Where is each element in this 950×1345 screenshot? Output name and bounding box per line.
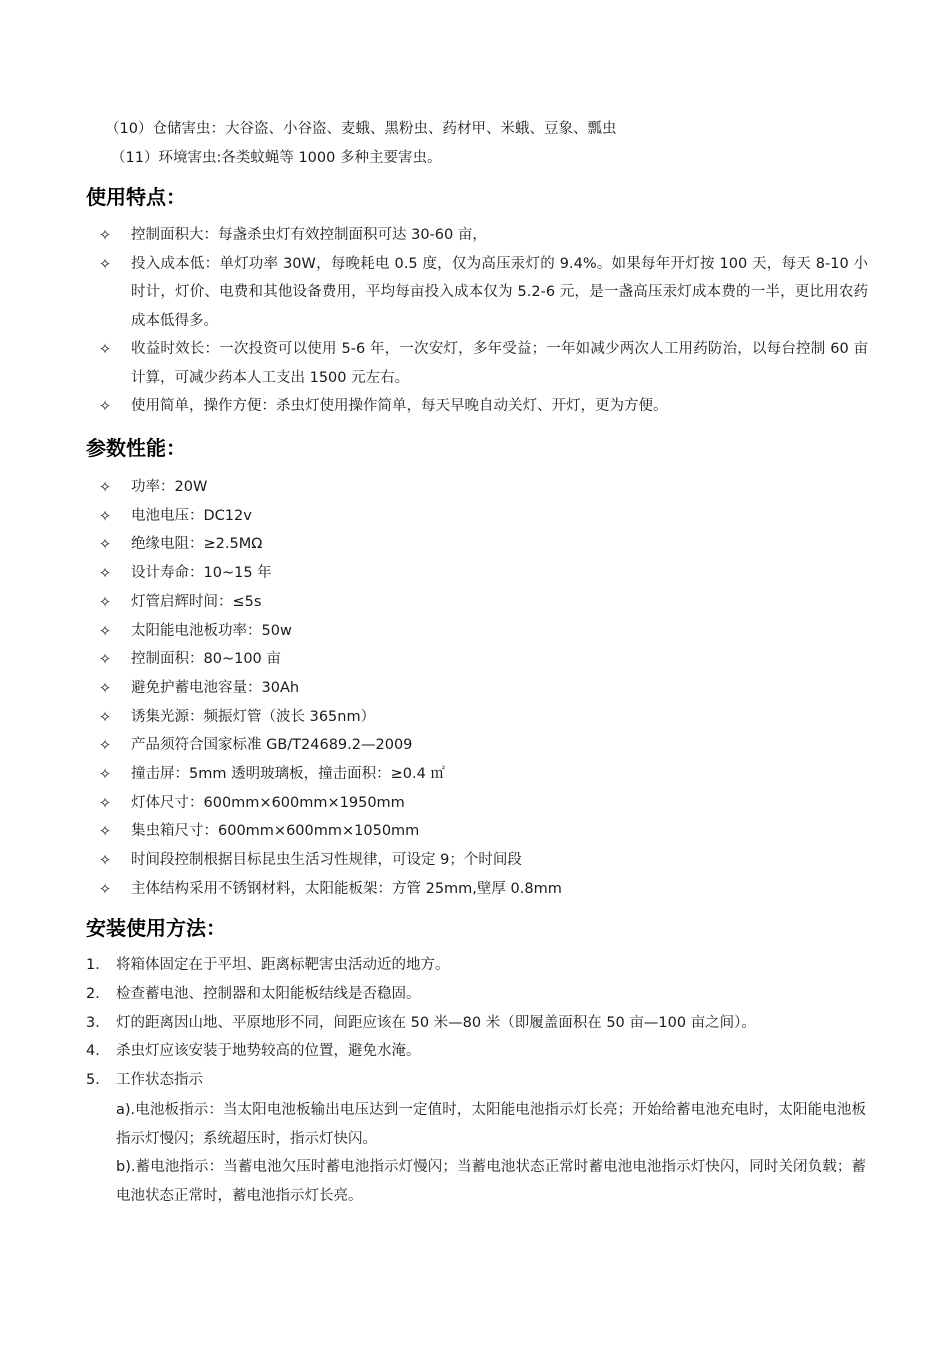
list-item: [96, 335, 868, 392]
params-heading: 参数性能：: [86, 436, 186, 460]
features-list: [96, 221, 868, 421]
diamond-star-icon: ✧: [98, 397, 112, 415]
list-item: [96, 760, 868, 789]
param-text: 避免护蓄电池容量：30Ah: [131, 679, 300, 696]
step-text: 灯的距离因山地、平原地形不同，间距应该在 50 米—80 米（即履盖面积在 50 亩—100 亩之间）。: [116, 1014, 756, 1031]
diamond-star-icon: ✧: [98, 678, 112, 697]
list-item: [96, 789, 868, 818]
diamond-star-icon: ✧: [98, 226, 112, 244]
list-item: [96, 250, 868, 336]
diamond-star-icon: ✧: [98, 879, 112, 898]
diamond-star-icon: ✧: [98, 535, 112, 554]
step-text: 将箱体固定在于平坦、距离标靶害虫活动近的地方。: [116, 957, 450, 973]
list-item: [96, 645, 868, 674]
feature-text: 使用简单，操作方便：杀虫灯使用操作简单，每天早晚自动关灯、开灯，更为方便。: [131, 398, 668, 414]
param-text: 灯管启辉时间：≤5s: [131, 593, 262, 610]
step-number: 2．: [86, 985, 110, 1002]
status-indicator-battery-b: b).蓄电池指示：当蓄电池欠压时蓄电池指示灯慢闪；当蓄电池状态正常时蓄电池电池指示灯快闪，同时关闭负载；蓄电池状态正常时，蓄电池指示灯长亮。: [116, 1159, 866, 1204]
intro-line-10: （10）仓储害虫：大谷盗、小谷盗、麦蛾、黑粉虫、药材甲、米蛾、豆象、瓢虫: [105, 121, 617, 137]
features-heading: 使用特点：: [86, 185, 186, 209]
diamond-star-icon: ✧: [98, 621, 112, 640]
diamond-star-icon: ✧: [98, 851, 112, 870]
diamond-star-icon: ✧: [98, 592, 112, 611]
step-text: 工作状态指示: [116, 1072, 203, 1089]
diamond-star-icon: ✧: [98, 765, 112, 784]
param-text: 绝缘电阻：≥2.5MΩ: [131, 536, 263, 553]
diamond-star-icon: ✧: [98, 793, 112, 812]
diamond-star-icon: ✧: [98, 822, 112, 841]
param-text: 太阳能电池板功率：50w: [131, 622, 292, 639]
diamond-star-icon: ✧: [98, 254, 112, 273]
step-number: 4．: [86, 1043, 110, 1060]
list-item: [86, 1009, 866, 1038]
param-text: 诱集光源：频振灯管（波长 365nm）: [131, 708, 376, 725]
list-item: [96, 817, 868, 846]
list-item: [96, 473, 868, 502]
list-item: [96, 221, 868, 250]
param-text: 集虫箱尺寸：600mm×600mm×1050mm: [131, 823, 420, 840]
diamond-star-icon: ✧: [98, 564, 112, 583]
list-item: [96, 502, 868, 531]
param-text: 产品须符合国家标准 GB/T24689.2—2009: [131, 737, 413, 754]
step-text: 检查蓄电池、控制器和太阳能板结线是否稳固。: [116, 985, 421, 1002]
diamond-star-icon: ✧: [98, 506, 112, 525]
install-steps: [86, 951, 866, 1095]
diamond-star-icon: ✧: [98, 340, 112, 358]
status-indicator-panel-a: a).电池板指示：当太阳电池板输出电压达到一定值时，太阳能电池指示灯长亮；开始给蓄电池充电时，太阳能电池板指示灯慢闪；系统超压时，指示灯快闪。: [116, 1102, 866, 1147]
list-item: [96, 846, 868, 875]
feature-text: 收益时效长：一次投资可以使用 5-6 年，一次安灯，多年受益；一年如减少两次人工用药防治，以每台控制 60 亩计算，可减少药本人工支出 1500 元左右。: [131, 341, 868, 386]
list-item: [86, 951, 866, 980]
intro-line-11: （11）环境害虫:各类蚊蝇等 1000 多种主要害虫。: [111, 150, 442, 166]
list-item: [96, 674, 868, 703]
list-item: [96, 530, 868, 559]
param-text: 撞击屏：5mm 透明玻璃板，撞击面积：≥0.4 ㎡: [131, 766, 445, 783]
list-item: [96, 392, 868, 421]
diamond-star-icon: ✧: [98, 478, 112, 496]
list-item: [96, 617, 868, 646]
step-number: 1．: [86, 957, 110, 973]
list-item: [86, 1066, 866, 1095]
param-text: 灯体尺寸：600mm×600mm×1950mm: [131, 794, 405, 811]
feature-text: 控制面积大：每盏杀虫灯有效控制面积可达 30-60 亩，: [131, 227, 487, 243]
diamond-star-icon: ✧: [98, 707, 112, 726]
list-item: [86, 1037, 866, 1066]
param-text: 主体结构采用不锈钢材料，太阳能板架：方管 25mm,壁厚 0.8mm: [131, 880, 562, 897]
feature-text: 投入成本低：单灯功率 30W，每晚耗电 0.5 度，仅为高压汞灯的 9.4%。如果每年开灯按 100 天，每天 8-10 小时计，灯价、电费和其他设备费用，平均每亩投入成本仅为 5.2-6 元，是一盏高压汞灯成本费的一半，更比用农药成本低得多。: [131, 255, 868, 329]
step-number: 3．: [86, 1014, 110, 1031]
list-item: [96, 875, 868, 904]
step-text: 杀虫灯应该安装于地势较高的位置，避免水淹。: [116, 1043, 421, 1060]
install-heading: 安装使用方法：: [86, 916, 226, 940]
list-item: [96, 703, 868, 732]
param-text: 时间段控制根据目标昆虫生活习性规律，可设定 9；个时间段: [131, 852, 522, 869]
list-item: [96, 559, 868, 588]
diamond-star-icon: ✧: [98, 736, 112, 755]
list-item: [96, 588, 868, 617]
params-list: [96, 473, 868, 904]
param-text: 设计寿命：10~15 年: [131, 565, 272, 582]
step-number: 5．: [86, 1072, 110, 1089]
list-item: [96, 731, 868, 760]
param-text: 控制面积：80~100 亩: [131, 651, 281, 668]
list-item: [86, 980, 866, 1009]
diamond-star-icon: ✧: [98, 650, 112, 669]
param-text: 功率：20W: [131, 479, 208, 495]
param-text: 电池电压：DC12v: [131, 507, 252, 524]
